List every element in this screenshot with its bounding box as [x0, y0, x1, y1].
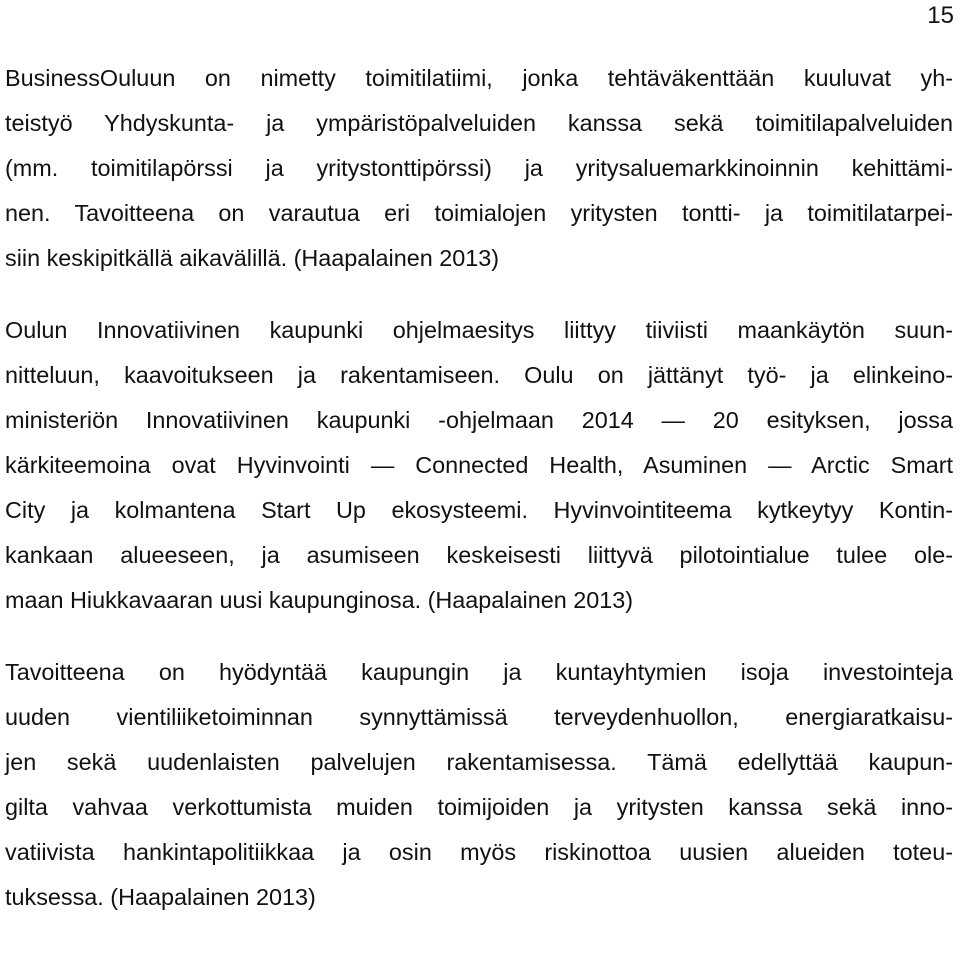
- paragraph-businessoulu: [5, 56, 953, 281]
- text-line: jen sekä uudenlaisten palvelujen rakentamisessa. Tämä edellyttää kaupun-: [5, 749, 953, 775]
- text-line: City ja kolmantena Start Up ekosysteemi. Hyvinvointiteema kytkeytyy Kontin-: [5, 497, 953, 523]
- text-line: Oulun Innovatiivinen kaupunki ohjelmaesitys liittyy tiiviisti maankäytön suun-: [5, 317, 953, 343]
- paragraph-investments: [5, 650, 953, 920]
- text-line: Tavoitteena on hyödyntää kaupungin ja kuntayhtymien isoja investointeja: [5, 659, 953, 685]
- text-line: BusinessOuluun on nimetty toimitilatiimi, jonka tehtäväkenttään kuuluvat yh-: [5, 65, 953, 91]
- text-line: gilta vahvaa verkottumista muiden toimijoiden ja yritysten kanssa sekä inno-: [5, 794, 953, 820]
- text-line: nen. Tavoitteena on varautua eri toimialojen yritysten tontti- ja toimitilatarpei-: [5, 200, 953, 226]
- text-line: kankaan alueeseen, ja asumiseen keskeisesti liittyvä pilotointialue tulee ole-: [5, 542, 953, 568]
- text-line: siin keskipitkällä aikavälillä. (Haapalainen 2013): [5, 245, 500, 271]
- body-text: [5, 56, 953, 920]
- text-line: uuden vientiliiketoiminnan synnyttämissä terveydenhuollon, energiaratkaisu-: [5, 704, 953, 730]
- text-line: kärkiteemoina ovat Hyvinvointi — Connected Health, Asuminen — Arctic Smart: [5, 452, 953, 478]
- text-line: vatiivista hankintapolitiikkaa ja osin myös riskinottoa uusien alueiden toteu-: [5, 839, 953, 865]
- text-line: ministeriön Innovatiivinen kaupunki -ohjelmaan 2014 — 20 esityksen, jossa: [5, 407, 953, 433]
- text-line: maan Hiukkavaaran uusi kaupunginosa. (Haapalainen 2013): [5, 587, 634, 613]
- text-line: (mm. toimitilapörssi ja yritystonttipörssi) ja yritysaluemarkkinoinnin kehittämi-: [5, 155, 953, 181]
- page-number: 15: [927, 2, 954, 29]
- text-line: teistyö Yhdyskunta- ja ympäristöpalveluiden kanssa sekä toimitilapalveluiden: [5, 110, 953, 136]
- text-line: tuksessa. (Haapalainen 2013): [5, 884, 316, 910]
- paragraph-innovative-city: [5, 308, 953, 623]
- text-line: nitteluun, kaavoitukseen ja rakentamiseen. Oulu on jättänyt työ- ja elinkeino-: [5, 362, 953, 388]
